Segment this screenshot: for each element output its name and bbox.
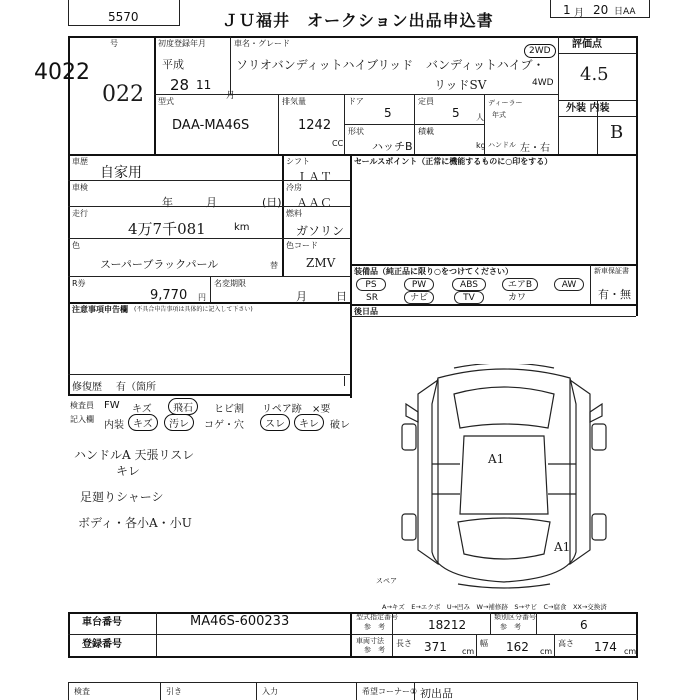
ac-bottom [282,206,350,207]
load-divider [414,124,415,154]
remark-3: ボディ・各小A・小U [78,516,192,530]
width-label: 幅 [480,639,488,648]
interior-grade: B [610,122,624,143]
row1-bottom [154,94,558,95]
height-value: 174 [594,640,617,654]
displacement-label: 排気量 [282,97,306,106]
sales-point-label: セールスポイント（正常に機能するものに○印をする） [354,157,553,166]
insp-int-cut: キレ [294,414,324,431]
inspector-label1: 検査員 [70,401,94,410]
name-change-month: 月 [296,290,307,303]
pull-label: 引き [166,687,182,696]
color-code-label: 色コード [286,241,318,250]
notes-label: 注意事項申告欄 [72,305,128,314]
mid-col-right [350,154,352,398]
color-label: 色 [72,241,80,250]
equip-aw: AW [554,278,584,291]
bottom-mid [68,634,638,635]
footer-div3 [356,682,357,700]
repair-close [344,376,345,386]
insp-crack: ヒビ割 [214,404,244,415]
load-unit: kg [476,141,486,150]
insp-int-burn: コゲ・穴 [204,420,244,431]
input-label: 入力 [262,687,278,696]
insp-int-dirt: 汚レ [164,414,194,431]
date-day: 20 [593,3,609,17]
lot-cell-divider [154,36,156,154]
drive-2wd: 2WD [524,44,556,58]
displacement-value: 1242 [298,118,332,133]
color-change: 替 [270,261,278,270]
capacity-divider [414,94,415,124]
equip-navi: ナビ [404,291,434,304]
chassis-value: MA46S-600233 [190,614,290,629]
mileage-unit: km [234,222,250,233]
mileage-value: 4万7千081 [128,220,206,238]
height-divider [554,634,555,656]
fuel-value: ガソリン [296,224,345,238]
shift-label: シフト [286,157,310,166]
footer-div4 [414,682,415,700]
shape-value: ハッチB [372,140,413,153]
size-label: 車両寸法 [356,637,384,645]
footer-row [68,682,638,700]
capacity-value: 5 [452,106,460,120]
warranty-divider [590,264,591,304]
model-spec-label: 型式指定番号 [356,613,398,621]
date-month-unit: 月 [574,8,584,19]
recycle-label: R券 [72,279,86,288]
insp-int-scratch: キズ [128,414,158,431]
inspection-year-unit: 年 [162,196,173,209]
score-underline [558,53,636,54]
color-value: スーパーブラックパール [100,258,219,271]
score-value: 4.5 [580,64,609,85]
inspection-label: 車検 [72,183,88,192]
width-value: 162 [506,640,529,654]
remark-1: ハンドルA 天張リスレ [74,448,195,462]
equip-tv: TV [454,291,484,304]
repair-value: 有（箇所 [116,382,156,393]
ext-int-split [597,100,598,154]
chassis-label-divider [156,612,157,656]
remark-1b: キレ [116,464,140,478]
car-name-line3: リッドSV [434,78,487,92]
corner-value: 初出品 [420,687,453,700]
notes-sub-label: (不具合申告事項は具体的に記入して下さい) [134,306,253,313]
equip-sr: SR [366,293,378,303]
lot-side-number: 4022 [34,60,90,85]
rear-seat-bottom [350,316,636,317]
repair-label: 修復歴 [72,382,102,393]
sales-point-bottom [350,264,638,266]
date-month: 1 [563,3,571,17]
shift-bottom [282,180,350,181]
equipment-label: 装備品（純正品に限り○をつけてください） [354,267,513,276]
date-day-unit: 日AA [614,7,636,17]
class-value-divider [536,612,537,634]
model-spec-divider [392,612,393,656]
reg-divider [230,36,231,94]
remark-2: 足廻りシャーシ [80,490,164,504]
reg-year: 28 [170,76,190,94]
bottom-top [68,612,638,614]
recycle-unit: 円 [198,293,206,302]
chassis-label: 車台番号 [82,617,122,628]
dealer-year-label: 年式 [492,111,506,119]
insp-int-rub: スレ [260,414,290,431]
class-label: 類別区分番号 [494,613,536,621]
check-label: 検査 [74,687,90,696]
name-change-day: 日 [336,290,347,303]
warranty-value: 有・無 [598,288,631,301]
reg-number-label: 登録番号 [82,639,122,650]
insp-interior: 内装 [104,420,124,431]
model-label: 型式 [158,97,174,106]
equipment-bottom [350,304,638,306]
inspector-label2: 記入欄 [70,415,94,424]
inspection-month-unit: 月 [206,196,217,209]
damage-legend: A→キズ E→エクボ U→凹み W→補修跡 S→サビ C→腐食 XX→交換済 [382,603,607,611]
car-damage-diagram [398,364,610,592]
length-unit: cm [462,647,475,656]
insp-fw: FW [104,400,120,411]
lot-number: 022 [102,82,144,107]
recycle-bottom [68,302,350,304]
fuel-bottom [282,238,350,239]
mid-col-left [282,154,284,276]
car-name-line1: ソリオバンディットハイブリッド [236,58,414,72]
insp-replace: ×要 [312,404,331,415]
reg-month: 11 [196,78,212,92]
repair-top [68,374,350,375]
load-label: 積載 [418,127,434,136]
form-number: 5570 [108,10,139,24]
displacement-unit: CC [332,139,344,148]
name-change-label: 名変期限 [214,279,246,288]
model-value: DAA-MA46S [172,118,250,133]
drive-4wd: 4WD [532,78,554,88]
inspection-day-unit: (日) [262,196,282,209]
spare-label: スペア [376,577,397,585]
notes-bottom [68,394,350,396]
car-name-line2: バンディットハイブ・ [426,58,545,72]
footer-div2 [256,682,257,700]
reg-era: 平成 [162,58,184,71]
ac-label: 冷房 [286,183,302,192]
use-label: 車歴 [72,157,88,166]
ac-value: ＡＡＣ [296,196,333,210]
capacity-unit: 人 [476,113,484,122]
equip-abs: ABS [452,278,486,291]
damage-mark-front: A1 [488,452,505,466]
class-value: 6 [580,618,588,632]
width-divider [476,634,477,656]
equip-pw: PW [404,278,434,291]
corner-label: 希望コーナー① [362,687,418,696]
damage-mark-rear: A1 [554,540,571,554]
class-divider [490,612,491,634]
shape-label: 形状 [348,127,364,136]
mileage-label: 走行 [72,209,88,218]
equip-airbag: エアB [502,278,538,291]
model-divider [278,94,279,154]
dealer-label: ディーラー [488,99,523,107]
reg-month-unit: 月 [226,91,236,101]
ext-int-label: 外装 内装 [566,103,610,114]
frame-left [68,36,70,396]
model-spec-label2: 参 考 [364,623,385,631]
model-spec-value: 18212 [428,618,467,632]
reg-year-label: 初度登録年月 [158,39,206,48]
length-label: 長さ [396,639,412,648]
score-label: 評価点 [572,39,602,50]
height-unit: cm [624,647,637,656]
fuel-label: 燃料 [286,209,302,218]
car-name-label: 車名・グレード [234,39,290,48]
length-value: 371 [424,640,447,654]
door-label: ドア [348,97,364,106]
section1-bottom [68,154,638,156]
frame-right [636,36,638,316]
warranty-label: 新車保証書 [594,267,629,275]
bottom-bottom [68,656,638,658]
equip-ps: PS [356,278,386,291]
insp-scratch: キズ [132,404,152,415]
height-label: 高さ [558,639,574,648]
chassis-right-divider [350,612,352,656]
equip-leather: カワ [508,293,527,303]
footer-div1 [160,682,161,700]
color-code-value: ZMV [306,256,336,270]
recycle-divider [210,276,211,302]
insp-int-tear: 破レ [330,420,350,431]
class-label2: 参 考 [500,623,521,631]
size-label2: 参 考 [364,646,385,654]
insp-chip: 飛石 [168,398,198,415]
recycle-amount: 9,770 [150,288,188,303]
door-value: 5 [384,106,392,120]
width-unit: cm [540,647,553,656]
form-title: ＪＵ福井 オークション出品申込書 [222,11,494,30]
handle-label: ハンドル [488,141,516,149]
handle-options: 左・右 [520,143,550,154]
rear-seat-label: 後日品 [354,307,378,316]
lot-number-label: 号 [110,39,118,48]
insp-repair: リペア跡 [262,404,302,415]
color-bottom [68,276,350,277]
capacity-label: 定員 [418,97,434,106]
use-value: 自家用 [100,165,142,181]
shift-value: ＩＡＴ [296,170,333,184]
